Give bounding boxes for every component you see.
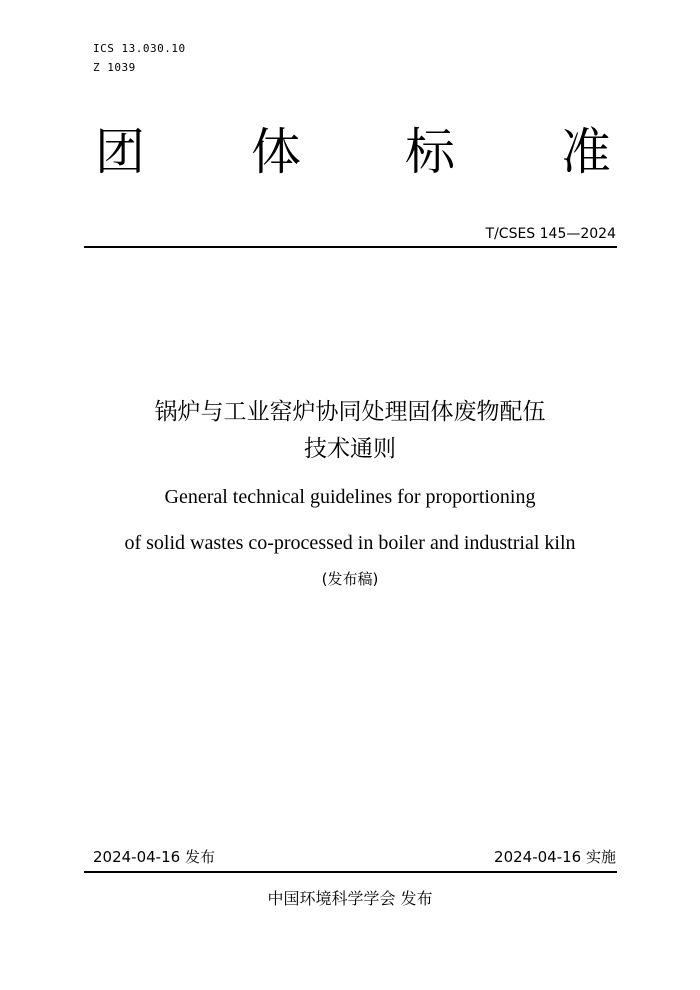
ics-code: ICS 13.030.10: [93, 42, 186, 55]
document-type-char-2: 体: [251, 123, 301, 181]
document-type-char-3: 标: [405, 123, 455, 181]
bottom-divider: [84, 871, 617, 873]
top-divider: [84, 246, 617, 248]
chinese-title-line-1: 锅炉与工业窑炉协同处理固体废物配伍: [154, 399, 546, 425]
chinese-title-line-2: 技术通则: [304, 436, 396, 462]
document-type-char-1: 团: [95, 123, 145, 181]
publish-date: 2024-04-16 发布: [93, 848, 215, 866]
draft-status: (发布稿): [321, 570, 379, 588]
classification-code: Z 1039: [93, 61, 136, 74]
english-title-line-1: General technical guidelines for proportioning: [164, 486, 536, 508]
publisher: 中国环境科学学会 发布: [267, 889, 433, 908]
implementation-date: 2024-04-16 实施: [494, 848, 616, 866]
english-title-line-2: of solid wastes co-processed in boiler and industrial kiln: [124, 532, 576, 554]
document-type-char-4: 准: [561, 123, 611, 181]
standard-number: T/CSES 145—2024: [485, 226, 616, 242]
